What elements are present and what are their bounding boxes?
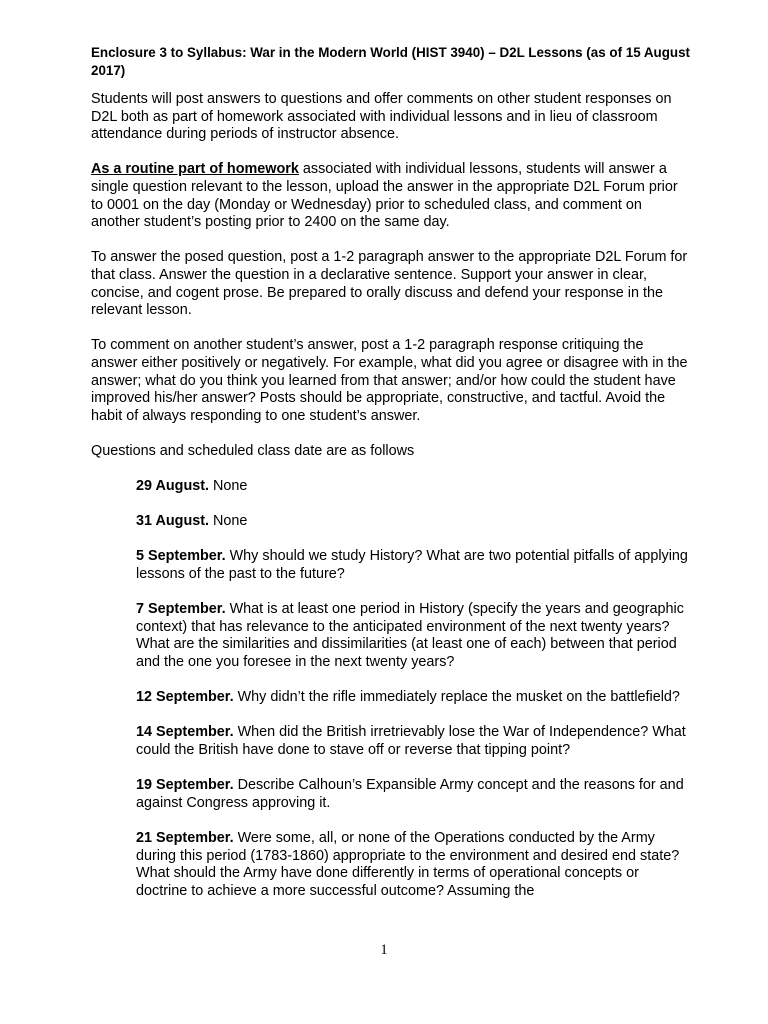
- schedule-date: 19 September.: [136, 777, 234, 794]
- schedule-question: Why didn’t the rifle immediately replace the musket on the battlefield?: [233, 689, 680, 706]
- schedule-item: [91, 601, 691, 671]
- schedule-question: Describe Calhoun’s Expansible Army concept and the reasons for and against Congress approving it.: [136, 777, 684, 811]
- schedule-question: Why should we study History? What are two potential pitfalls of applying lessons of the past to the future?: [136, 548, 688, 583]
- schedule-date: 14 September.: [136, 724, 234, 741]
- routine-lead: As a routine part of homework: [91, 161, 299, 178]
- schedule-intro: Questions and scheduled class date are as follows: [91, 442, 415, 459]
- schedule-item: [91, 830, 691, 900]
- schedule-question: None: [209, 513, 248, 530]
- schedule-date: 21 September.: [136, 829, 234, 846]
- schedule-question: None: [209, 478, 248, 495]
- schedule-question: When did the British irretrievably lose the War of Independence? What could the British have done to stave off or reverse that tipping point?: [136, 724, 686, 758]
- schedule-date: 7 September.: [136, 601, 226, 618]
- schedule-item: [91, 777, 691, 812]
- comment-paragraph: To comment on another student’s answer, post a 1-2 paragraph response critiquing the answer either positively or negatively. For example, what did you agree or disagree with in the answer; what do you think you learned from that answer; and/or how could the student have improved his/her answer? Posts should be appropriate, constructive, and tactful. Avoid the habit of always responding to one student’s answer.: [91, 337, 688, 424]
- schedule-date: 5 September.: [136, 548, 226, 565]
- schedule-date: 31 August.: [136, 513, 210, 530]
- page-number: 1: [380, 942, 388, 958]
- schedule-item: [91, 478, 691, 496]
- document-title: Enclosure 3 to Syllabus: War in the Modern World (HIST 3940) – D2L Lessons (as of 15 August 2017): [91, 45, 690, 78]
- answer-paragraph: To answer the posed question, post a 1-2 paragraph answer to the appropriate D2L Forum for that class. Answer the question in a declarative sentence. Support your answer in clear, concise, and cogent prose. Be prepared to orally discuss and defend your response in the relevant lesson.: [91, 249, 688, 319]
- intro-paragraph: Students will post answers to questions and offer comments on other student responses on D2L both as part of homework associated with individual lessons and in lieu of classroom attendance during periods of instructor absence.: [91, 91, 672, 143]
- schedule-item: [91, 724, 691, 759]
- schedule-item: [91, 548, 691, 583]
- schedule-question: What is at least one period in History (specify the years and geographic context) that has relevance to the anticipated environment of the next twenty years? What are the similarities and dissimilarities (at least one of each) between that period and the one you foresee in the next twenty years?: [136, 601, 684, 670]
- schedule-question: Were some, all, or none of the Operations conducted by the Army during this period (1783-1860) appropriate to the environment and desired end state? What should the Army have done differently in terms of operational concepts or doctrine to achieve a more successful outcome? Assuming the: [136, 829, 680, 899]
- routine-paragraph: [91, 161, 691, 231]
- schedule-date: 12 September.: [136, 689, 234, 706]
- document-body: [91, 44, 691, 918]
- schedule-item: [91, 689, 691, 707]
- schedule-item: [91, 513, 691, 531]
- schedule-date: 29 August.: [136, 478, 210, 495]
- routine-text: associated with individual lessons, students will answer a single question relevant to the lesson, upload the answer in the appropriate D2L Forum prior to 0001 on the day (Monday or Wednesday) prior to scheduled class, and comment on another student’s posting prior to 2400 on the same day.: [91, 161, 678, 231]
